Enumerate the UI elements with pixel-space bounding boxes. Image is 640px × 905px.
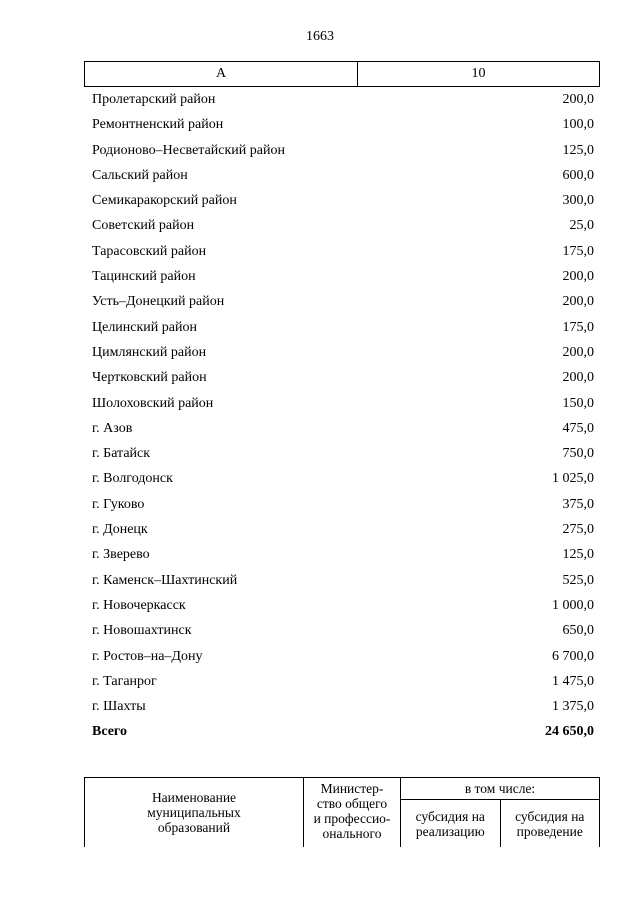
table-row (84, 289, 600, 314)
table-row (84, 441, 600, 466)
total-row (84, 719, 600, 744)
table-row (84, 466, 600, 491)
row-value: 650,0 (562, 623, 594, 639)
row-name: Чертковский район (92, 370, 207, 386)
total-value: 24 650,0 (545, 724, 594, 740)
table-row (84, 644, 600, 669)
row-name: Пролетарский район (92, 92, 216, 107)
row-value: 25,0 (569, 218, 594, 234)
table-row (84, 517, 600, 542)
t2-sub-conduct: субсидия на проведение (500, 800, 600, 848)
row-name: г. Новошахтинск (92, 623, 192, 639)
row-name: Усть–Донецкий район (92, 294, 225, 310)
table-row (84, 391, 600, 416)
table-row (84, 542, 600, 567)
table-row (84, 87, 600, 112)
row-value: 1 375,0 (552, 699, 594, 715)
row-name: г. Каменск–Шахтинский (92, 572, 238, 588)
row-value: 200,0 (562, 269, 594, 285)
row-name: г. Батайск (92, 446, 151, 462)
row-name: г. Гуково (92, 496, 145, 512)
table-row (84, 188, 600, 213)
t2-col-municipalities: Наименование муниципальных образований (85, 778, 304, 848)
t2-group-header: в том числе: (401, 778, 600, 800)
table-row (84, 618, 600, 643)
row-name: г. Азов (92, 420, 133, 436)
row-name: г. Волгодонск (92, 471, 173, 487)
row-value: 300,0 (562, 193, 594, 209)
row-name: Тацинский район (92, 269, 196, 285)
row-value: 375,0 (562, 496, 594, 512)
row-name: Семикаракорский район (92, 193, 237, 209)
table-row (84, 568, 600, 593)
row-value: 525,0 (562, 572, 594, 588)
row-value: 200,0 (562, 344, 594, 360)
row-value: 6 700,0 (552, 648, 594, 664)
table-row (84, 315, 600, 340)
row-name: Родионово–Несветайский район (92, 142, 285, 158)
row-value: 750,0 (562, 446, 594, 462)
row-name: Цимлянский район (92, 344, 207, 360)
row-value: 175,0 (562, 243, 594, 259)
row-name: г. Донецк (92, 522, 148, 538)
row-name: г. Шахты (92, 699, 146, 715)
row-value: 600,0 (562, 167, 594, 183)
table-row (84, 239, 600, 264)
row-value: 1 000,0 (552, 597, 594, 613)
table-body (84, 87, 600, 745)
row-value: 200,0 (562, 92, 594, 107)
row-name: Тарасовский район (92, 243, 207, 259)
table-row (84, 492, 600, 517)
row-value: 475,0 (562, 420, 594, 436)
table-row (84, 416, 600, 441)
table-row (84, 163, 600, 188)
table-row (84, 340, 600, 365)
row-name: Целинский район (92, 319, 197, 335)
total-label: Всего (92, 724, 127, 740)
header-col-10: 10 (358, 62, 600, 87)
row-name: Сальский район (92, 167, 188, 183)
row-name: Ремонтненский район (92, 117, 224, 133)
row-name: г. Новочеркасск (92, 597, 186, 613)
row-value: 175,0 (562, 319, 594, 335)
table-row (84, 112, 600, 137)
table-row (84, 593, 600, 618)
table-row (84, 138, 600, 163)
t2-col-ministry: Министер- ство общего и профессио- онального (304, 778, 401, 848)
row-value: 200,0 (562, 370, 594, 386)
row-name: г. Таганрог (92, 673, 157, 689)
row-value: 1 475,0 (552, 673, 594, 689)
row-value: 125,0 (562, 142, 594, 158)
page-number: 1663 (306, 29, 334, 44)
table-row (84, 213, 600, 238)
row-value: 150,0 (562, 395, 594, 411)
table-row (84, 694, 600, 719)
second-table-header (84, 777, 600, 847)
table-row (84, 264, 600, 289)
row-value: 1 025,0 (552, 471, 594, 487)
row-name: Шолоховский район (92, 395, 214, 411)
row-value: 200,0 (562, 294, 594, 310)
table-row (84, 365, 600, 390)
row-value: 125,0 (562, 547, 594, 563)
row-value: 100,0 (562, 117, 594, 133)
row-name: Советский район (92, 218, 195, 234)
t2-sub-realization: субсидия на реализацию (401, 800, 501, 848)
table-row (84, 669, 600, 694)
table-header (84, 61, 600, 87)
header-col-a: А (85, 62, 358, 87)
row-name: г. Ростов–на–Дону (92, 648, 203, 664)
row-name: г. Зверево (92, 547, 150, 563)
row-value: 275,0 (562, 522, 594, 538)
